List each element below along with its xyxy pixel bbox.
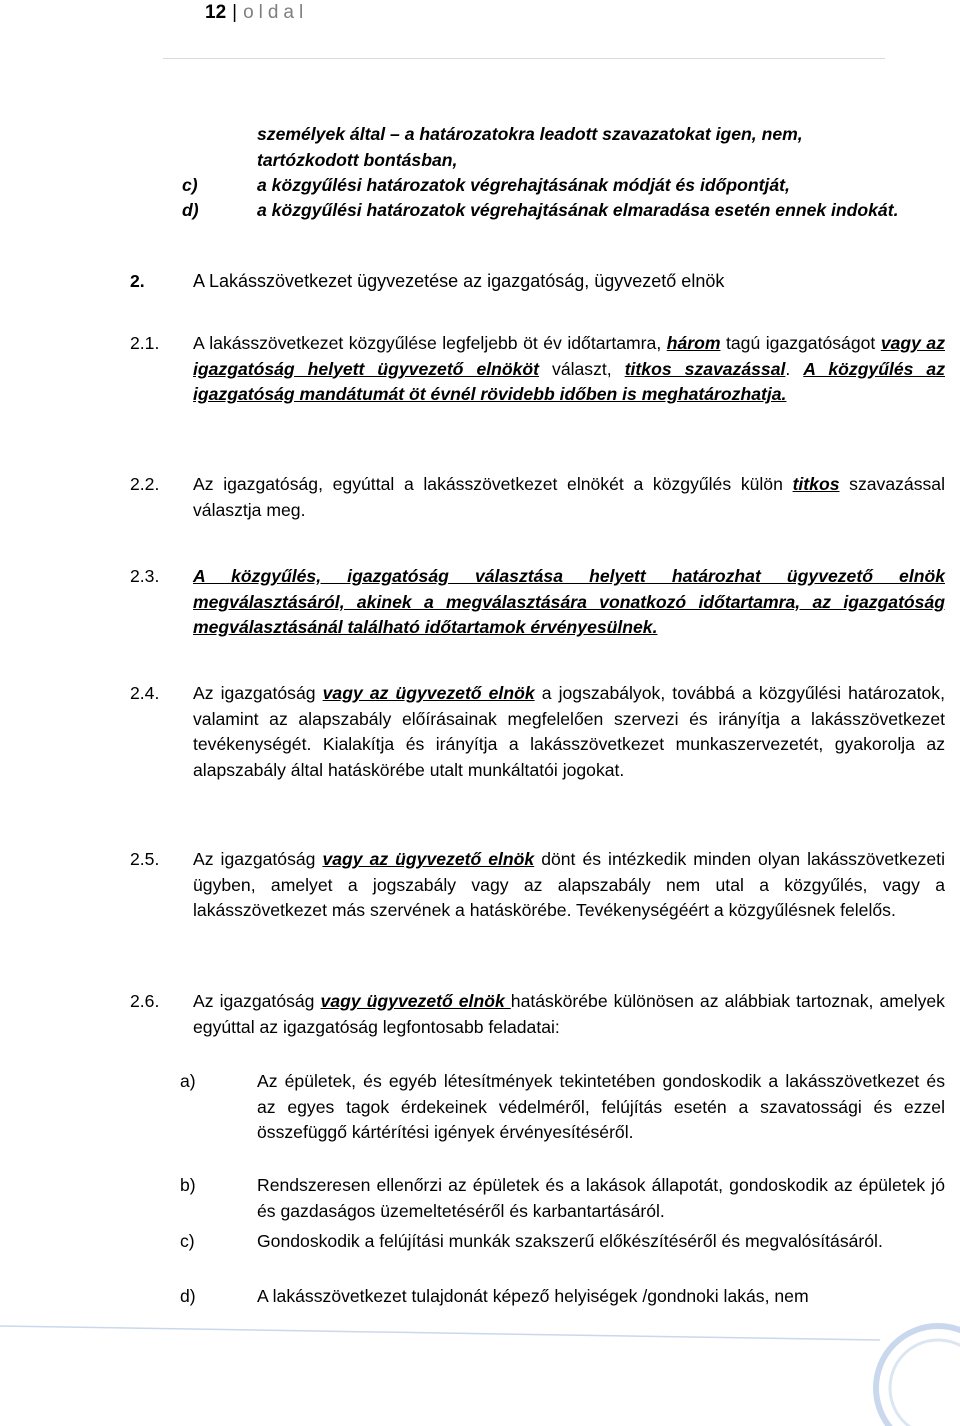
section-title: A Lakásszövetkezet ügyvezetése az igazgatóság, ügyvezető elnök <box>193 271 725 291</box>
p26-text <box>193 989 945 1040</box>
p22-number: 2.2. <box>130 474 160 494</box>
p21-seg5: választ, <box>539 358 625 379</box>
p21-seg8: A közgyűlés az igazgatóság mandátumát öt évnél rövidebb időben is meghatározhatja. <box>193 358 946 404</box>
section-number: 2. <box>130 271 145 291</box>
p21-seg4: vagy az igazgatóság helyett ügyvezető elnököt <box>193 333 945 379</box>
footer-swoosh-line <box>0 1326 880 1340</box>
p24-text <box>193 681 945 783</box>
list-top-item-d: a közgyűlési határozatok végrehajtásának elmaradása esetén ennek indokát. <box>257 200 899 220</box>
list-bottom-item-a: Az épületek, és egyéb létesítmények tekintetében gondoskodik a lakásszövetkezet és az egyes tagok érdekeinek védelméről, felújítás esetén a szavatossági és ezzel összefüggő kártérítési igények érvényesítéséről. <box>257 1071 945 1142</box>
p25-seg1: Az igazgatóság <box>193 849 323 869</box>
list-bottom-item-b: Rendszeresen ellenőrzi az épületek és a lakások állapotát, gondoskodik az épületek jó és gazdaságos üzemeltetéséről és karbantartásáról. <box>257 1175 945 1221</box>
list-bottom-label-a: a) <box>180 1071 196 1091</box>
p23-number: 2.3. <box>130 566 160 586</box>
p26-number: 2.6. <box>130 991 160 1011</box>
p25-number: 2.5. <box>130 849 160 869</box>
p25-seg3: dönt és intézkedik minden olyan lakásszövetkezeti ügyben, amelyet a jogszabály vagy az alapszabály nem utal a közgyűlés, vagy a lakásszövetkezet más szervének a hatáskörébe. Tevékenységéért a közgyűlésnek felelős. <box>193 849 945 920</box>
header-rule <box>163 58 885 59</box>
list-bottom-label-b: b) <box>180 1175 196 1195</box>
p26-seg1: Az igazgatóság <box>193 991 321 1011</box>
p22-text <box>193 472 945 523</box>
footer-decoration <box>0 1300 960 1426</box>
continuation-line-1: személyek által – a határozatokra leadott szavazatokat igen, nem, <box>257 124 803 144</box>
list-top-item-c: a közgyűlési határozatok végrehajtásának módját és időpontját, <box>257 175 790 195</box>
footer-ring-inner <box>890 1340 960 1426</box>
p22-seg1: Az igazgatóság, egyúttal a lakásszövetkezet elnökét a közgyűlés külön <box>193 474 793 494</box>
p24-seg1: Az igazgatóság <box>193 683 323 703</box>
p21-seg6: titkos szavazással <box>624 358 786 379</box>
p21-seg3: tagú igazgatóságot <box>720 333 881 353</box>
p26-seg3: hatáskörébe különösen az alábbiak tartoznak, amelyek egyúttal az igazgatóság legfontosabb feladatai: <box>193 991 945 1037</box>
p21-seg1: A lakásszövetkezet közgyűlése legfeljebb öt év időtartamra, <box>193 333 667 353</box>
page-word: oldal <box>243 2 309 23</box>
p21-text <box>193 331 945 408</box>
p22-seg3: szavazással választja meg. <box>193 474 946 520</box>
list-bottom-item-d: A lakásszövetkezet tulajdonát képező helyiségek /gondnoki lakás, nem <box>257 1286 809 1306</box>
p25-text <box>193 847 945 924</box>
header-separator: | <box>232 2 238 23</box>
p24-seg3: a jogszabályok, továbbá a közgyűlési határozatok, valamint az alapszabály előírásainak megfelelően szervezi és irányítja a lakásszövetkezet tevékenységét. Kialakítja és irányítja a lakásszövetkezet munkaszervezetét, gyakorolja az alapszabály által hatáskörébe utalt munkáltatói jogokat. <box>193 683 945 780</box>
list-bottom-label-c: c) <box>180 1231 195 1251</box>
p25-seg2: vagy az ügyvezető elnök <box>322 849 535 869</box>
p24-seg2: vagy az ügyvezető elnök <box>322 683 535 703</box>
page-number: 12 <box>205 2 227 23</box>
p21-seg7: . <box>785 358 804 379</box>
p21-seg2: három <box>666 333 721 353</box>
list-bottom-item-c: Gondoskodik a felújítási munkák szakszerű előkészítéséről és megvalósításáról. <box>257 1231 883 1251</box>
p21-number: 2.1. <box>130 333 160 353</box>
page-header <box>205 0 308 26</box>
p23-text: A közgyűlés, igazgatóság választása helyett határozhat ügyvezető elnök megválasztásáról, akinek a megválasztására vonatkozó időtartamra, az igazgatóság megválasztásánál található időtartamok érvényesülnek. <box>193 566 945 637</box>
list-bottom-label-d: d) <box>180 1286 196 1306</box>
p22-seg2: titkos <box>792 474 840 494</box>
list-top-label-d: d) <box>182 200 199 220</box>
p24-number: 2.4. <box>130 683 160 703</box>
continuation-text <box>257 122 945 173</box>
list-top-label-c: c) <box>182 175 198 195</box>
p26-seg2: vagy ügyvezető elnök <box>320 991 511 1011</box>
continuation-line-2: tartózkodott bontásban, <box>257 149 458 170</box>
